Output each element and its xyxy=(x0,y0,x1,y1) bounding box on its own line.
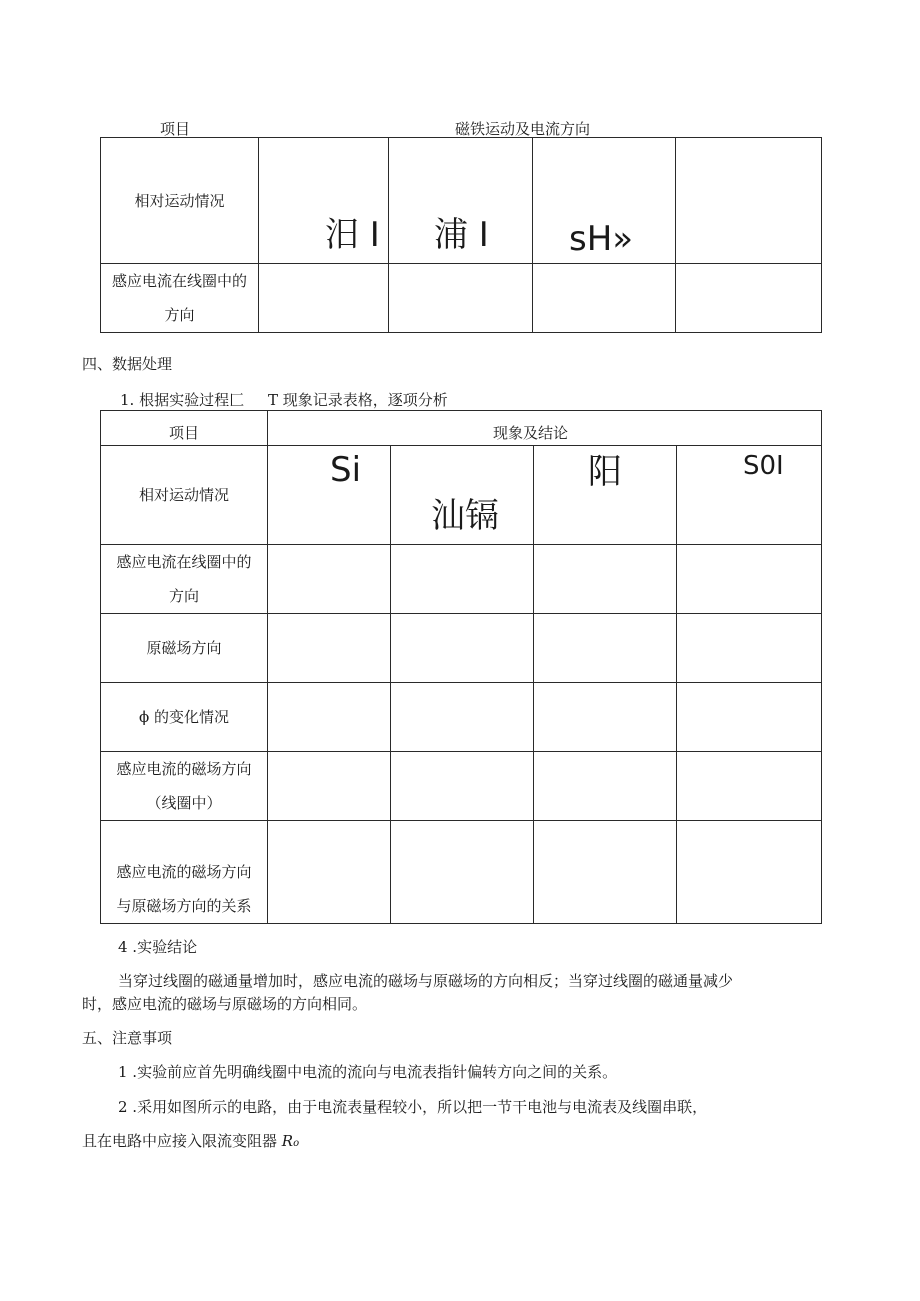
table2-row-label-line1: 感应电流在线圈中的 xyxy=(116,553,252,571)
table2-cell xyxy=(677,545,822,614)
table1-current-cell xyxy=(389,264,533,333)
table2-cell xyxy=(677,821,822,924)
table2-cell xyxy=(268,821,391,924)
table2-cell xyxy=(268,752,391,821)
table2-cell xyxy=(534,752,677,821)
table2-motion-cell xyxy=(268,446,391,545)
table2-cell xyxy=(268,614,391,683)
table1-motion-value: sH» xyxy=(569,218,634,259)
table2-row xyxy=(101,614,822,683)
section4-title: 四、数据处理 xyxy=(82,355,173,373)
section5-title: 五、注意事项 xyxy=(82,1029,173,1047)
table2-motion-value: 汕镉 xyxy=(431,496,499,536)
table1-current-label-line2: 方向 xyxy=(164,306,195,324)
table1 xyxy=(100,137,822,333)
table2-row-label-line1: 原磁场方向 xyxy=(146,639,222,657)
table1-row-motion xyxy=(101,138,822,264)
resistor-symbol xyxy=(282,1132,299,1150)
table2-cell xyxy=(534,614,677,683)
conclusion-title: 4 .实验结论 xyxy=(118,938,198,956)
table1-motion-cell xyxy=(676,138,822,264)
table1-current-cell xyxy=(259,264,389,333)
table1-header-item: 项目 xyxy=(160,120,191,138)
resistor-symbol-letter: R xyxy=(281,1132,294,1150)
table1-row-current xyxy=(101,264,822,333)
table2-motion-value: Si xyxy=(330,450,362,490)
table2-cell xyxy=(391,545,534,614)
table2-cell xyxy=(677,614,822,683)
table2-row-label-line1: 感应电流的磁场方向 xyxy=(116,760,252,778)
conclusion-line1: 当穿过线圈的磁通量增加时，感应电流的磁场与原磁场的方向相反；当穿过线圈的磁通量减少 xyxy=(118,972,734,990)
section5-item2: 2 .采用如图所示的电路，由于电流表量程较小，所以把一节干电池与电流表及线圈串联， xyxy=(118,1098,708,1116)
table2-row-motion xyxy=(101,446,822,545)
section4-item1-tail: T 现象记录表格，逐项分析 xyxy=(268,391,448,409)
table1-motion-cell xyxy=(533,138,676,264)
table2-row xyxy=(101,683,822,752)
table2-motion-value: S0I xyxy=(743,451,784,481)
table2-cell xyxy=(391,752,534,821)
resistor-symbol-subscript: o xyxy=(293,1138,300,1149)
table2-motion-value: 阳 xyxy=(588,452,622,492)
table2-cell xyxy=(268,545,391,614)
table1-motion-value: 汨 I xyxy=(325,214,380,255)
table2-row-label xyxy=(101,545,268,614)
table2-cell xyxy=(677,752,822,821)
table2-cell xyxy=(268,683,391,752)
table1-motion-cell xyxy=(259,138,389,264)
table2-cell xyxy=(677,683,822,752)
table1-current-label-line1: 感应电流在线圈中的 xyxy=(111,272,247,290)
conclusion-line2: 时，感应电流的磁场与原磁场的方向相同。 xyxy=(82,995,368,1013)
table1-current-cell xyxy=(533,264,676,333)
section5-item2-cont xyxy=(82,1131,299,1154)
table1-current-label xyxy=(101,264,259,333)
table2-row-label xyxy=(101,821,268,924)
table1-current-cell xyxy=(676,264,822,333)
table2-cell xyxy=(534,545,677,614)
section5-item2-cont-text: 且在电路中应接入限流变阻器 xyxy=(82,1132,278,1150)
table2-header-item: 项目 xyxy=(101,411,268,446)
table2-cell xyxy=(391,614,534,683)
table2-row-label-line2: 与原磁场方向的关系 xyxy=(116,897,252,915)
table2 xyxy=(100,410,822,924)
table2-row-label-line2: 方向 xyxy=(168,587,199,605)
table2-header-row xyxy=(101,411,822,446)
table2-row xyxy=(101,752,822,821)
table2-motion-label: 相对运动情况 xyxy=(101,446,268,545)
table2-cell xyxy=(534,821,677,924)
table1-header-direction: 磁铁运动及电流方向 xyxy=(455,120,591,138)
table2-cell xyxy=(391,821,534,924)
table2-motion-cell xyxy=(677,446,822,545)
table2-cell xyxy=(534,683,677,752)
table2-row-label-line1: 感应电流的磁场方向 xyxy=(116,863,252,881)
table2-motion-cell xyxy=(534,446,677,545)
table2-row-label xyxy=(101,614,268,683)
table1-motion-cell xyxy=(389,138,533,264)
table2-row-label xyxy=(101,752,268,821)
table2-header-result xyxy=(268,411,822,446)
section4-item1: 1. 根据实验过程匚 xyxy=(120,391,245,409)
table2-header-result-text: 现象及结论 xyxy=(493,424,569,442)
table2-row-label-line1: ϕ 的变化情况 xyxy=(139,708,229,726)
table2-row-label xyxy=(101,683,268,752)
table1-motion-label: 相对运动情况 xyxy=(101,138,259,264)
table2-row xyxy=(101,545,822,614)
table1-motion-value: 浦 I xyxy=(434,214,489,255)
table2-motion-cell xyxy=(391,446,534,545)
table2-cell xyxy=(391,683,534,752)
table2-row xyxy=(101,821,822,924)
section5-item1: 1 .实验前应首先明确线圈中电流的流向与电流表指针偏转方向之间的关系。 xyxy=(118,1063,618,1081)
table2-row-label-line2: （线圈中） xyxy=(146,794,222,812)
